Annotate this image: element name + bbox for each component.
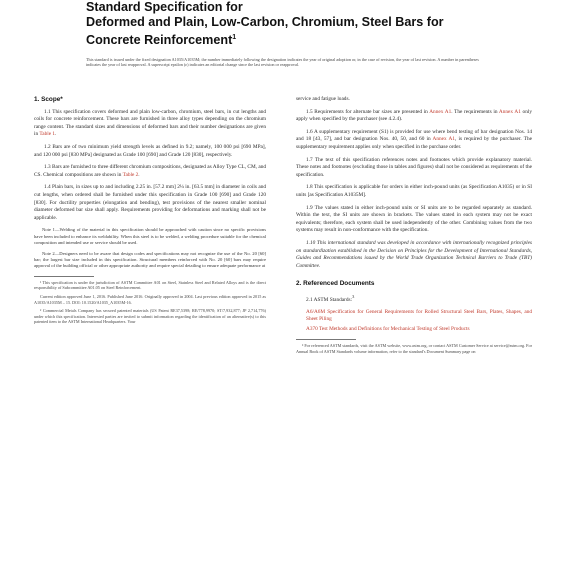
paragraph-1-6: 1.6 A supplementary requirement (S1) is provided for use where bend testing of bar designation Nos. 14 and 18 [43, 57], and bar designation Nos. 40, 50, and 60 in Annex A1, is required by the purchaser. The supplementary requirement applies only when specified in the purchase order. xyxy=(296,128,532,150)
reference-a370-title: Test Methods and Definitions for Mechanical Testing of Steel Products xyxy=(317,326,470,333)
footnote-2: ² Commercial Metals Company has secured patented materials (US Patent RE37,5398; RE/778,9970; ST/7,932,877; JP 2,714,776) under which this specification. Interested parties are invited to submit information regarding the identification of an alternative(s) to this patented item to the ASTM International Headquarters. Your xyxy=(34,308,266,325)
right-column xyxy=(296,96,532,357)
title-line-3: Concrete Reinforcement$^1$ xyxy=(86,33,237,48)
note-1: Note 1—Welding of the material in this specification should be approached with caution since no specific provisions have been included to enhance its weldability. When this steel is to be welded, a welding procedure suitable for the chemical composition and intended use or service should be used. xyxy=(34,227,266,246)
footnote-edition: Current edition approved June 1, 2016. Published June 2016. Originally approved in 2004. Last previous edition approved in 2015 as A1035/A1035M – 15. DOI: 10.1520/A1035_A1035M-16. xyxy=(34,293,266,305)
reference-a6-code: A6/A6M xyxy=(306,309,326,316)
paragraph-1-8: 1.8 This specification is applicable for orders in either inch-pound units (as Specification A1035) or in SI units [as Specification A1035M]. xyxy=(296,184,532,198)
reference-a370[interactable] xyxy=(306,326,532,333)
section-referenced-documents-heading: 2. Referenced Documents xyxy=(296,280,375,288)
paragraph-1-10: 1.10 This international standard was developed in accordance with internationally recognized principles on standardization established in the Decision on Principles for the Development of International Standards, Guides and Recommendations issued by the World Trade Organization Technical Barriers to Trade (TBT) Committee. xyxy=(296,239,532,269)
reference-a6[interactable] xyxy=(306,309,532,323)
paragraph-1-5: 1.5 Requirements for alternate bar sizes are presented in Annex A1. The requirements in Annex A1 only apply when specified by the purchaser (see 4.2.4). xyxy=(296,108,532,123)
left-column xyxy=(34,96,266,328)
annex-a1-link[interactable]: Annex A1 xyxy=(429,108,452,115)
annex-a1-link-3[interactable]: Annex A1 xyxy=(432,136,455,143)
paragraph-1-7: 1.7 The text of this specification references notes and footnotes which provide explanatory material. These notes and footnotes (excluding those in tables and figures) shall not be considered as requirements of the specification. xyxy=(296,156,532,178)
footnote-divider-right xyxy=(296,339,356,340)
note-2: Note 2—Designers need to be aware that design codes and specifications may not recognize the use of the No. 20 [60] bar; the largest bar size included in this specification. Structural members reinforced with No. 20 [60] bars may require approval of the building official or other appropriate authority and require special detailing to ensure adequate performance at xyxy=(34,250,266,269)
designation-notice: This standard is issued under the fixed designation A1035/A1035M; the number immediately following the designation indicates the year of original adoption or, in the case of revision, the year of last revision. A number in parentheses indicates the year of last reapproval. A superscript epsilon (ε) indicates an editorial change since the last revision or reapproval. xyxy=(86,57,479,68)
annex-a1-link-2[interactable]: Annex A1 xyxy=(498,108,521,115)
reference-a6-title: Specification for General Requirements for Rolled Structural Steel Bars, Plates, Shapes, and Sheet Piling xyxy=(306,309,532,323)
title-line-2: Deformed and Plain, Low-Carbon, Chromium, Steel Bars for xyxy=(86,15,444,29)
reference-a370-code: A370 xyxy=(306,326,318,333)
title-footnote-marker: 1 xyxy=(232,34,237,41)
paragraph-1-2: 1.2 Bars are of two minimum yield strength levels as defined in 9.2; namely, 100 000 psi [690 MPa], and 120 000 psi [830 MPa] designated as Grade 100 [690] and Grade 120 [830], respectively. xyxy=(34,143,266,158)
paragraph-1-4: 1.4 Plain bars, in sizes up to and including 2.25 in. [57.2 mm] 2¼ in. [63.5 mm] in diameter in coils and cut lengths, when ordered shall be furnished under this specification in Grade 100 [690] and Grade 120 [830]. For ductility properties (elongation and bending), test provisions of the nearest smaller nominal diameter deformed bar size shall apply. Requirements providing for deformations and marking shall not be applicable. xyxy=(34,184,266,221)
footnote-3: ³ For referenced ASTM standards, visit the ASTM website, www.astm.org, or contact ASTM Customer Service at service@astm.org. For Annual Book of ASTM Standards volume information, refer to the standard's Document Summary page on xyxy=(296,343,532,354)
title-line-1: Standard Specification for xyxy=(86,0,243,14)
document-title xyxy=(86,0,506,48)
paragraph-1-3: 1.3 Bars are furnished to three different chromium compositions, designated as Alloy Type CL, CM, and CS. Chemical compositions are shown in Table 2. xyxy=(34,164,266,178)
paragraph-1-9: 1.9 The values stated in either inch-pound units or SI units are to be regarded separately as standard. Within the text, the SI units are shown in brackets. The values stated in each system may not be exact equivalents; therefore, each system shall be used independently of the other. Combining values from the two systems may result in non-conformance with the specification. xyxy=(296,204,532,234)
footnote-divider xyxy=(34,276,94,277)
paragraph-2-1: 2.1 ASTM Standards:$^3$ xyxy=(306,293,355,303)
section-scope-heading: 1. Scope* xyxy=(34,96,63,103)
paragraph-1-1: 1.1 This specification covers deformed and plain low-carbon, chromium, steel bars, in cut lengths and coils for concrete reinforcement. These bars are furnished in three alloy types depending on the chromium range content. The standard sizes and dimensions of deformed bars and their number designations are given in Table 1. xyxy=(34,108,266,138)
footnote-1: ¹ This specification is under the jurisdiction of ASTM Committee A01 on Steel, Stainless Steel and Related Alloys and is the direct responsibility of Subcommittee A01.05 on Steel Reinforcement. xyxy=(34,279,266,291)
table-2-link[interactable]: Table 2 xyxy=(122,171,139,178)
table-1-link[interactable]: Table 1 xyxy=(39,131,56,138)
continued-text: service and fatigue loads. xyxy=(296,96,350,102)
